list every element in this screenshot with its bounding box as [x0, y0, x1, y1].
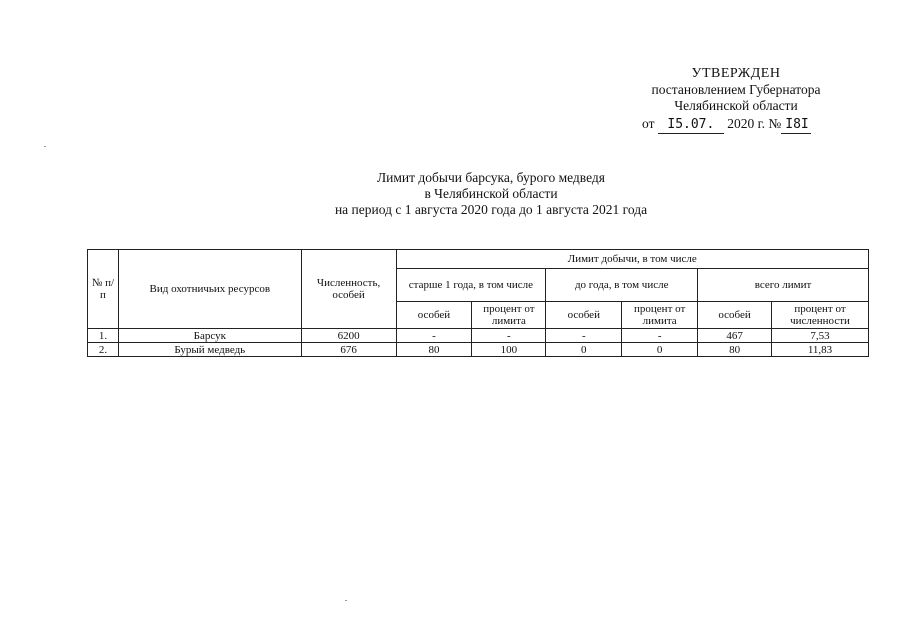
cell-kind: Барсук	[118, 329, 301, 343]
approval-date-line	[600, 116, 872, 134]
date-prefix: от	[642, 116, 655, 131]
header-under-count: особей	[546, 302, 622, 329]
header-population: Численность, особей	[301, 250, 396, 329]
cell-population: 676	[301, 343, 396, 357]
approval-line-2: Челябинской области	[674, 98, 798, 113]
header-older: старше 1 года, в том числе	[396, 269, 546, 302]
cell-older-pct: -	[472, 329, 546, 343]
limits-table	[87, 249, 869, 357]
cell-under-count: 0	[546, 343, 622, 357]
cell-older-count: -	[396, 329, 472, 343]
approval-stamp	[600, 66, 872, 134]
header-total-count: особей	[698, 302, 772, 329]
scan-speck	[44, 146, 46, 147]
title-line-3: на период с 1 августа 2020 года до 1 августа 2021 года	[334, 202, 648, 217]
header-total: всего лимит	[698, 269, 869, 302]
title-line-1: Лимит добычи барсука, бурого медведя	[377, 170, 605, 185]
header-older-count: особей	[396, 302, 472, 329]
title-line-2: в Челябинской области	[424, 186, 558, 201]
header-under: до года, в том числе	[546, 269, 698, 302]
cell-total-count: 80	[698, 343, 772, 357]
approval-date: I5.07.	[658, 117, 724, 134]
cell-total-pct: 11,83	[772, 343, 869, 357]
cell-under-pct: 0	[622, 343, 698, 357]
header-no: № п/п	[88, 250, 119, 329]
approval-line-1: постановлением Губернатора	[651, 82, 821, 97]
year-text: 2020 г. №	[727, 116, 782, 131]
header-total-pct: процент от численности	[772, 302, 869, 329]
cell-total-pct: 7,53	[772, 329, 869, 343]
approval-number: I8I	[781, 117, 811, 134]
cell-population: 6200	[301, 329, 396, 343]
cell-total-count: 467	[698, 329, 772, 343]
cell-no: 1.	[88, 329, 119, 343]
table-row	[88, 329, 869, 343]
cell-older-pct: 100	[472, 343, 546, 357]
cell-under-count: -	[546, 329, 622, 343]
approval-heading: УТВЕРЖДЕН	[691, 66, 781, 81]
header-kind: Вид охотничьих ресурсов	[118, 250, 301, 329]
cell-older-count: 80	[396, 343, 472, 357]
document-title	[250, 170, 732, 218]
header-under-pct: процент от лимита	[622, 302, 698, 329]
cell-kind: Бурый медведь	[118, 343, 301, 357]
table-row	[88, 343, 869, 357]
scan-speck	[345, 600, 347, 601]
cell-no: 2.	[88, 343, 119, 357]
header-limit-group: Лимит добычи, в том числе	[396, 250, 868, 269]
cell-under-pct: -	[622, 329, 698, 343]
header-older-pct: процент от лимита	[472, 302, 546, 329]
